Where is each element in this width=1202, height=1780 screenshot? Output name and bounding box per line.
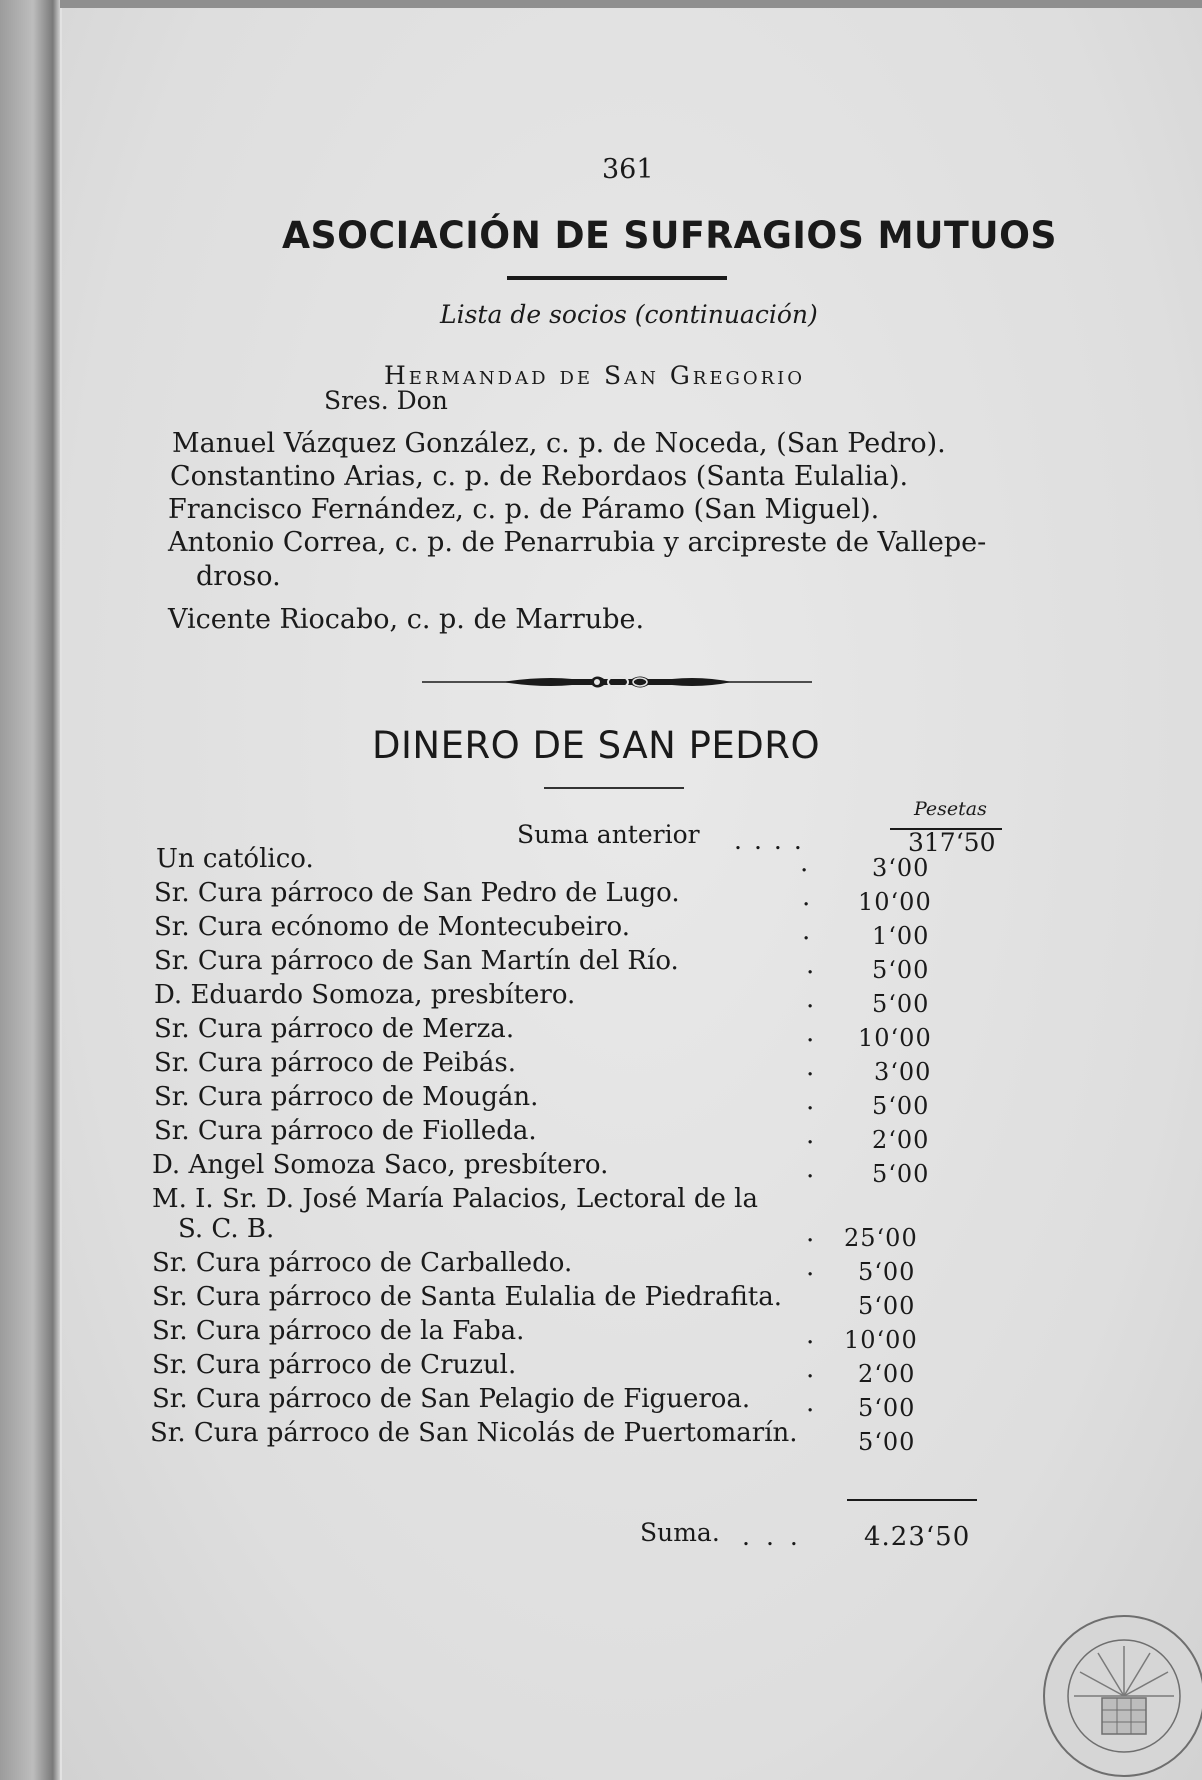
donation-label: Sr. Cura párroco de Peibás. [154,1048,516,1078]
donation-label: Sr. Cura párroco de Merza. [154,1014,515,1044]
donation-label: Sr. Cura párroco de Carballedo. [152,1248,573,1278]
donation-amount: 10‘00 [858,1024,932,1052]
leader-dot: . [806,950,815,980]
donation-amount: 2‘00 [872,1126,930,1154]
donation-label: Sr. Cura párroco de San Pelagio de Figueroa. [152,1384,751,1414]
donation-label: Sr. Cura párroco de Santa Eulalia de Piedrafita. [152,1282,783,1312]
total-value: 4.23‘50 [864,1522,971,1552]
member-line: Manuel Vázquez González, c. p. de Noceda, (San Pedro). [172,428,946,459]
member-line: Vicente Riocabo, c. p. de Marrube. [168,604,645,635]
donation-label: Sr. Cura párroco de San Martín del Río. [154,946,679,976]
subtitle: Lista de socios (continuación) [440,300,818,329]
donation-label: Sr. Cura párroco de San Pedro de Lugo. [154,878,680,908]
leader-dot: . [806,1320,815,1350]
donation-label: Sr. Cura párroco de Fiolleda. [154,1116,537,1146]
ornamental-divider-icon [422,668,812,696]
leader-dot: . [806,1052,815,1082]
donation-amount: 25‘00 [844,1224,918,1252]
leader-dot: . [806,1388,815,1418]
donation-amount: 5‘00 [872,1160,930,1188]
donation-label: Sr. Cura párroco de la Faba. [152,1316,525,1346]
book-page [62,8,1202,1780]
title-rule [507,276,727,280]
total-label: Suma. [640,1518,720,1547]
total-rule [847,1499,977,1501]
donation-label: Sr. Cura párroco de Mougán. [154,1082,539,1112]
donation-label: D. Eduardo Somoza, presbítero. [154,980,576,1010]
leader-dot: . [806,1354,815,1384]
leader-dot: . [802,916,811,946]
donation-label: Un católico. [156,844,314,874]
member-line: Constantino Arias, c. p. de Rebordaos (Santa Eulalia). [170,461,909,492]
donation-label: S. C. B. [178,1214,275,1244]
suma-anterior-dots: .... [734,826,814,855]
member-line: Antonio Correa, c. p. de Penarrubia y arcipreste de Vallepe- [168,527,987,558]
book-gutter [0,0,60,1780]
donation-label: D. Angel Somoza Saco, presbítero. [152,1150,609,1180]
greeting: Sres. Don [324,386,448,415]
leader-dot: . [806,984,815,1014]
leader-dot: . [802,882,811,912]
donation-amount: 5‘00 [872,990,930,1018]
leader-dot: . [800,848,809,878]
academy-seal-icon [1040,1612,1202,1780]
suma-anterior-value: 317‘50 [908,828,996,857]
donation-label: M. I. Sr. D. José María Palacios, Lectoral de la [152,1184,758,1214]
section-heading: Hermandad de San Gregorio [384,361,806,390]
leader-dot: . [806,1018,815,1048]
donation-amount: 10‘00 [844,1326,918,1354]
leader-dot: . [806,1120,815,1150]
donation-amount: 5‘00 [858,1428,916,1456]
donation-amount: 5‘00 [858,1258,916,1286]
total-dots: ... [742,1522,814,1551]
donation-amount: 2‘00 [858,1360,916,1388]
donation-amount: 1‘00 [872,922,930,950]
member-line: Francisco Fernández, c. p. de Páramo (San Miguel). [168,494,880,525]
donation-amount: 5‘00 [858,1292,916,1320]
donation-amount: 3‘00 [874,1058,932,1086]
leader-dot: . [806,1252,815,1282]
donation-label: Sr. Cura párroco de Cruzul. [152,1350,517,1380]
scan-top-edge [0,0,1202,8]
donation-amount: 5‘00 [872,956,930,984]
leader-dot: . [806,1086,815,1116]
donation-amount: 5‘00 [858,1394,916,1422]
dinero-rule [544,787,684,789]
leader-dot: . [806,1218,815,1248]
leader-dot: . [806,1154,815,1184]
dinero-title: DINERO DE SAN PEDRO [372,724,821,767]
suma-anterior-label: Suma anterior [517,820,700,849]
page-number: 361 [602,154,654,185]
member-line: droso. [196,561,281,592]
donation-amount: 10‘00 [858,888,932,916]
currency-header: Pesetas [914,798,987,820]
main-title: ASOCIACIÓN DE SUFRAGIOS MUTUOS [282,214,1058,257]
donation-amount: 3‘00 [872,854,930,882]
donation-label: Sr. Cura ecónomo de Montecubeiro. [154,912,631,942]
donation-amount: 5‘00 [872,1092,930,1120]
donation-label: Sr. Cura párroco de San Nicolás de Puertomarín. [150,1418,798,1448]
